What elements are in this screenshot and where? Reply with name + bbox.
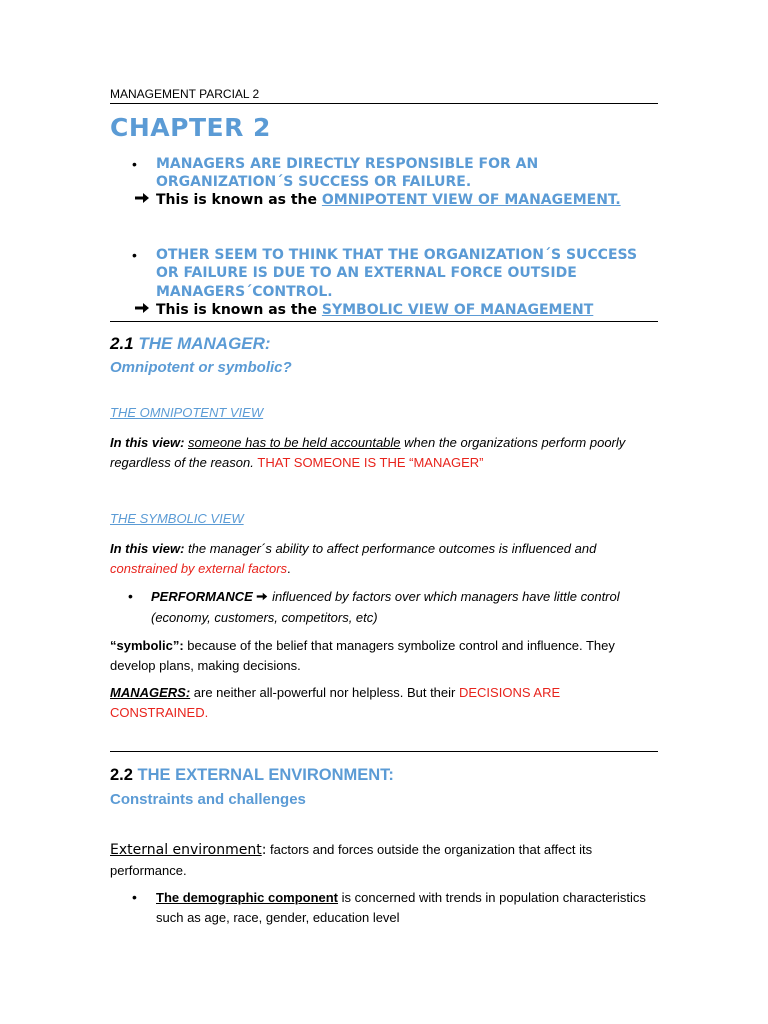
performance-label: PERFORMANCE	[151, 589, 257, 604]
bullet-icon: •	[128, 588, 133, 604]
performance-bullet	[110, 587, 658, 627]
managers-paragraph	[110, 683, 658, 722]
arrow-right-icon	[134, 191, 150, 210]
section-2-2-number: 2.2	[110, 766, 133, 784]
external-environment-paragraph	[110, 840, 658, 880]
section-2-1-heading	[110, 334, 271, 354]
section-2-1-number: 2.1	[110, 334, 134, 353]
section-2-2-title: THE EXTERNAL ENVIRONMENT:	[132, 766, 394, 784]
bullet-icon: •	[132, 889, 137, 905]
sym-text: the manager´s ability to affect performance outcomes is influenced and	[184, 541, 597, 556]
bullet-icon: •	[132, 156, 137, 172]
symbolic-view-paragraph	[110, 539, 658, 578]
symbolic-quote-paragraph	[110, 636, 658, 675]
intro-bullet-2-text: OTHER SEEM TO THINK THAT THE ORGANIZATION´S SUCCESS OR FAILURE IS DUE TO AN EXTERNAL FORCE OUTSIDE MANAGERS´CONTROL.	[156, 247, 638, 300]
symbolic-quote-text: because of the belief that managers symbolize control and influence. They develop plans, making decisions.	[110, 638, 615, 673]
symbolic-quote-label: “symbolic”:	[110, 638, 184, 653]
chapter-title: CHAPTER 2	[110, 113, 271, 142]
sym-end: .	[287, 560, 291, 576]
bullet-icon: •	[132, 247, 137, 263]
sym-red: constrained by external factors	[110, 560, 288, 576]
demographic-bullet	[110, 888, 658, 928]
managers-text: are neither all-powerful nor helpless. But their	[190, 685, 459, 700]
intro-arrow-2	[110, 301, 658, 322]
managers-red: DECISIONS ARE CONSTRAINED.	[110, 685, 561, 720]
page-header: MANAGEMENT PARCIAL 2	[110, 87, 658, 104]
section-2-1-title: THE MANAGER:	[133, 334, 271, 353]
intro-arrow-1-prefix: This is known as the	[156, 192, 322, 208]
demographic-text: is concerned with trends in population characteristics such as age, race, gender, education level	[156, 890, 646, 925]
sym-label: In this view:	[110, 541, 185, 556]
omni-text: when the organizations perform poorly regardless of the reason.	[110, 435, 626, 470]
omni-red: THAT SOMEONE IS THE “MANAGER”	[257, 454, 484, 470]
omnipotent-view-paragraph	[110, 433, 658, 472]
external-environment-text: factors and forces outside the organization that affect its performance.	[110, 842, 593, 878]
arrow-right-icon	[134, 301, 150, 320]
external-environment-colon: :	[261, 842, 267, 858]
omnipotent-view-link[interactable]: OMNIPOTENT VIEW OF MANAGEMENT.	[321, 192, 621, 208]
external-environment-term: External environment	[110, 842, 262, 858]
section-2-2-subtitle: Constraints and challenges	[110, 791, 306, 808]
demographic-label: The demographic component	[156, 890, 339, 905]
section-2-1-subtitle: Omnipotent or symbolic?	[110, 359, 292, 376]
omni-underlined: someone has to be held accountable	[188, 435, 401, 450]
section-2-2-heading	[110, 766, 394, 785]
managers-label: MANAGERS:	[110, 685, 191, 700]
intro-bullet-1-text: MANAGERS ARE DIRECTLY RESPONSIBLE FOR AN ORGANIZATION´S SUCCESS OR FAILURE.	[156, 156, 539, 191]
omnipotent-view-heading: THE OMNIPOTENT VIEW	[110, 405, 264, 420]
intro-arrow-2-prefix: This is known as the	[156, 302, 322, 318]
symbolic-view-heading: THE SYMBOLIC VIEW	[110, 511, 244, 526]
omni-label: In this view:	[110, 435, 185, 450]
symbolic-view-link[interactable]: SYMBOLIC VIEW OF MANAGEMENT	[321, 302, 594, 318]
section-divider	[110, 751, 658, 752]
performance-text: influenced by factors over which managers have little control (economy, customers, competitors, etc)	[151, 589, 620, 625]
arrow-right-icon	[256, 588, 268, 608]
